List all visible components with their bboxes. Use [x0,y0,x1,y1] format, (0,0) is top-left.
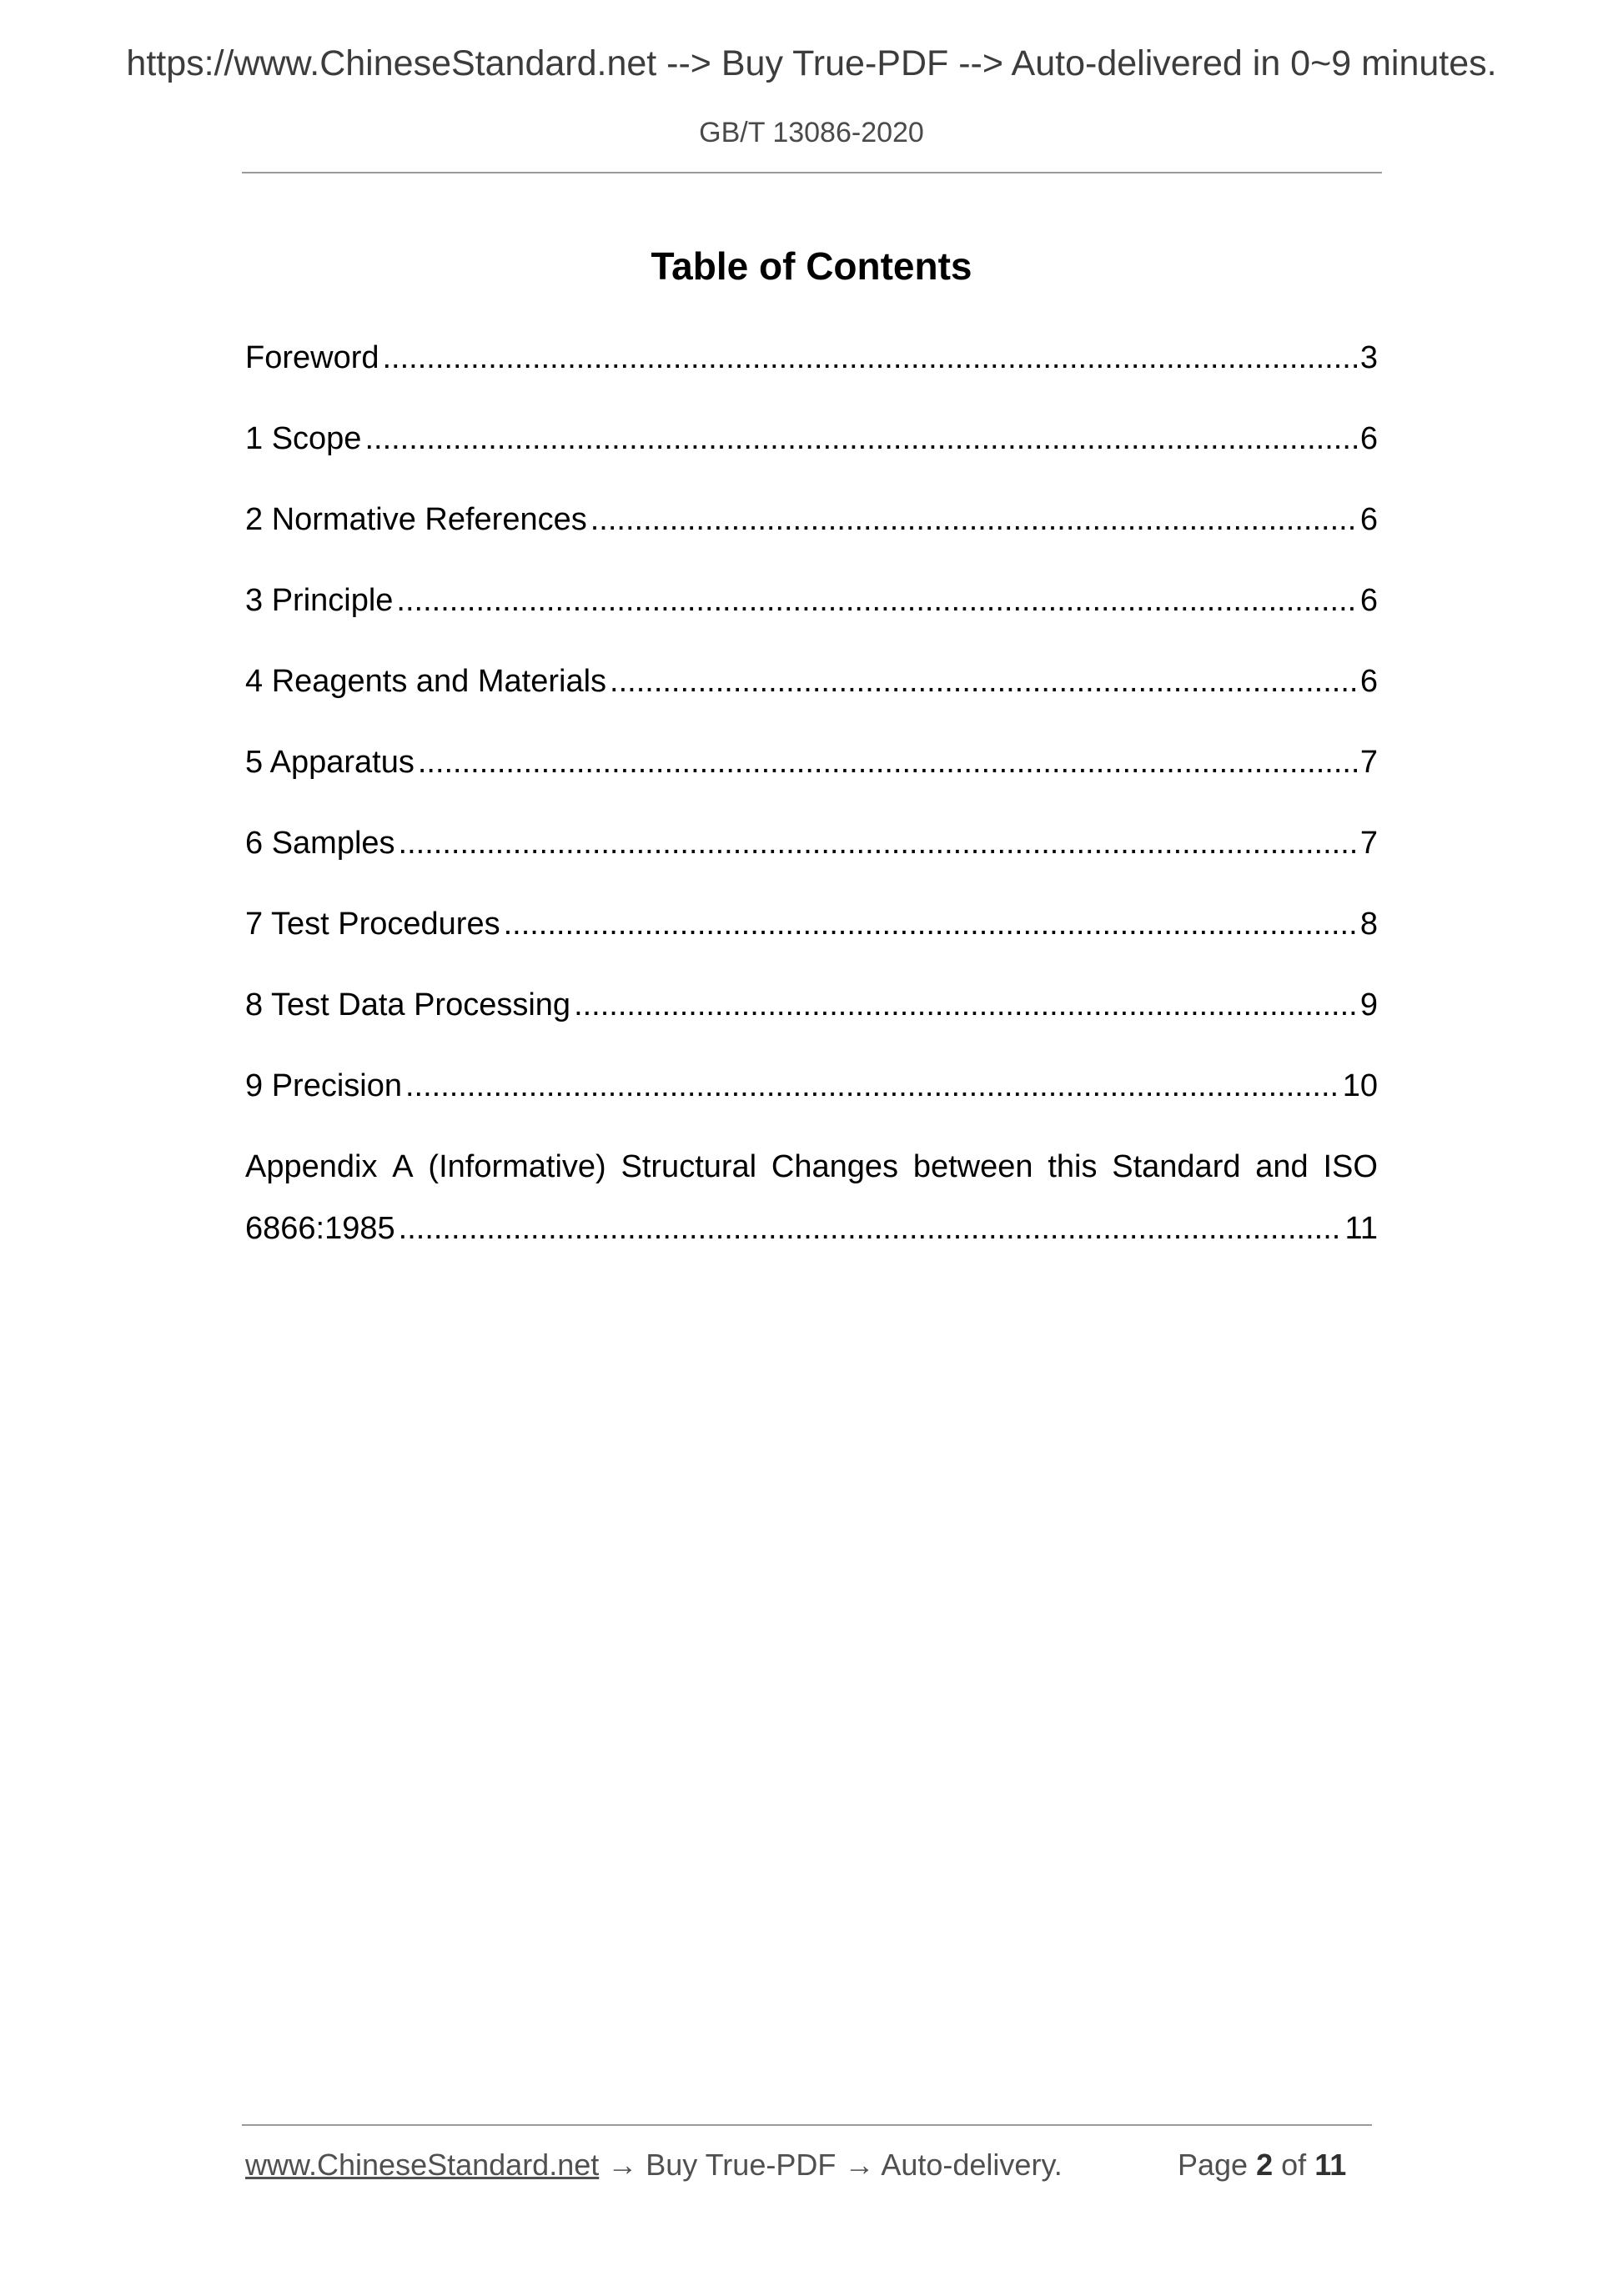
dot-leader [574,985,1357,1025]
footer-divider [242,2124,1372,2126]
toc-entry-label: 4 Reagents and Materials [245,664,607,699]
dot-leader [399,1208,1342,1248]
toc-entry-principle[interactable] [245,580,1378,620]
toc-entry-reagents[interactable] [245,661,1378,701]
toc-entry-label: 3 Principle [245,583,394,618]
appendix-word: Standard [1112,1149,1241,1184]
toc-entry-scope[interactable] [245,419,1378,459]
toc-entry-page: 10 [1342,1068,1378,1103]
dot-leader [364,419,1356,459]
toc-entry-label: 8 Test Data Processing [245,987,571,1022]
appendix-word: this [1048,1149,1098,1184]
dot-leader [405,1066,1339,1106]
toc-entry-page: 6 [1359,421,1378,456]
toc-entry-page: 6 [1359,583,1378,618]
toc-entry-label: Foreword [245,340,379,375]
toc-entry-label: 9 Precision [245,1068,402,1103]
toc-entry-test-data-processing[interactable] [245,985,1378,1025]
toc-entry-page: 7 [1359,745,1378,780]
header-divider [242,172,1382,173]
toc-entry-appendix-line1[interactable] [245,1147,1378,1187]
appendix-word: and [1255,1149,1309,1184]
toc-entry-samples[interactable] [245,823,1378,863]
toc-entry-page: 7 [1359,826,1378,861]
appendix-word: Appendix [245,1149,378,1184]
toc-entry-test-procedures[interactable] [245,904,1378,944]
appendix-word: Structural [621,1149,757,1184]
appendix-word: Changes [771,1149,899,1184]
appendix-word: ISO [1323,1149,1378,1184]
page-title: Table of Contents [651,244,972,288]
dot-leader [396,580,1356,620]
toc-entry-page: 8 [1359,907,1378,942]
source-banner: https://www.ChineseStandard.net --> Buy True-PDF --> Auto-delivered in 0~9 minutes. [126,43,1497,83]
toc-entry-normative-references[interactable] [245,500,1378,540]
toc-entry-label: 6866:1985 [245,1211,395,1246]
toc-entry-foreword[interactable] [245,338,1378,378]
dot-leader [504,904,1357,944]
toc-entry-page: 6 [1359,502,1378,537]
dot-leader [418,742,1357,782]
appendix-word: A [392,1149,414,1184]
toc-entry-page: 9 [1359,987,1378,1022]
appendix-word: (Informative) [428,1149,606,1184]
current-page-number: 2 [1256,2148,1274,2182]
toc-entry-page: 11 [1344,1211,1378,1246]
footer-promo [245,2148,1063,2183]
toc-entry-appendix-line2[interactable] [245,1208,1378,1248]
page-indicator [1178,2148,1346,2183]
toc-entry-label: 2 Normative References [245,502,587,537]
toc-entry-precision[interactable] [245,1066,1378,1106]
appendix-word: between [912,1149,1033,1184]
toc-entry-label: 5 Apparatus [245,745,415,780]
dot-leader [590,500,1357,540]
page-word: Page [1178,2148,1249,2182]
toc-entry-label: 1 Scope [245,421,362,456]
footer-tagline: → Buy True-PDF → Auto-delivery. [607,2148,1063,2182]
dot-leader [383,338,1357,378]
toc-entry-label: 6 Samples [245,826,395,861]
total-page-count: 11 [1314,2148,1347,2182]
dot-leader [610,661,1357,701]
page-of-word: of [1281,2148,1307,2182]
site-link[interactable]: www.ChineseStandard.net [245,2148,600,2182]
toc-entry-label: 7 Test Procedures [245,907,500,942]
toc-entry-apparatus[interactable] [245,742,1378,782]
toc-entry-page: 6 [1359,664,1378,699]
toc-entry-page: 3 [1359,340,1378,375]
standard-code: GB/T 13086-2020 [699,117,924,148]
dot-leader [399,823,1357,863]
